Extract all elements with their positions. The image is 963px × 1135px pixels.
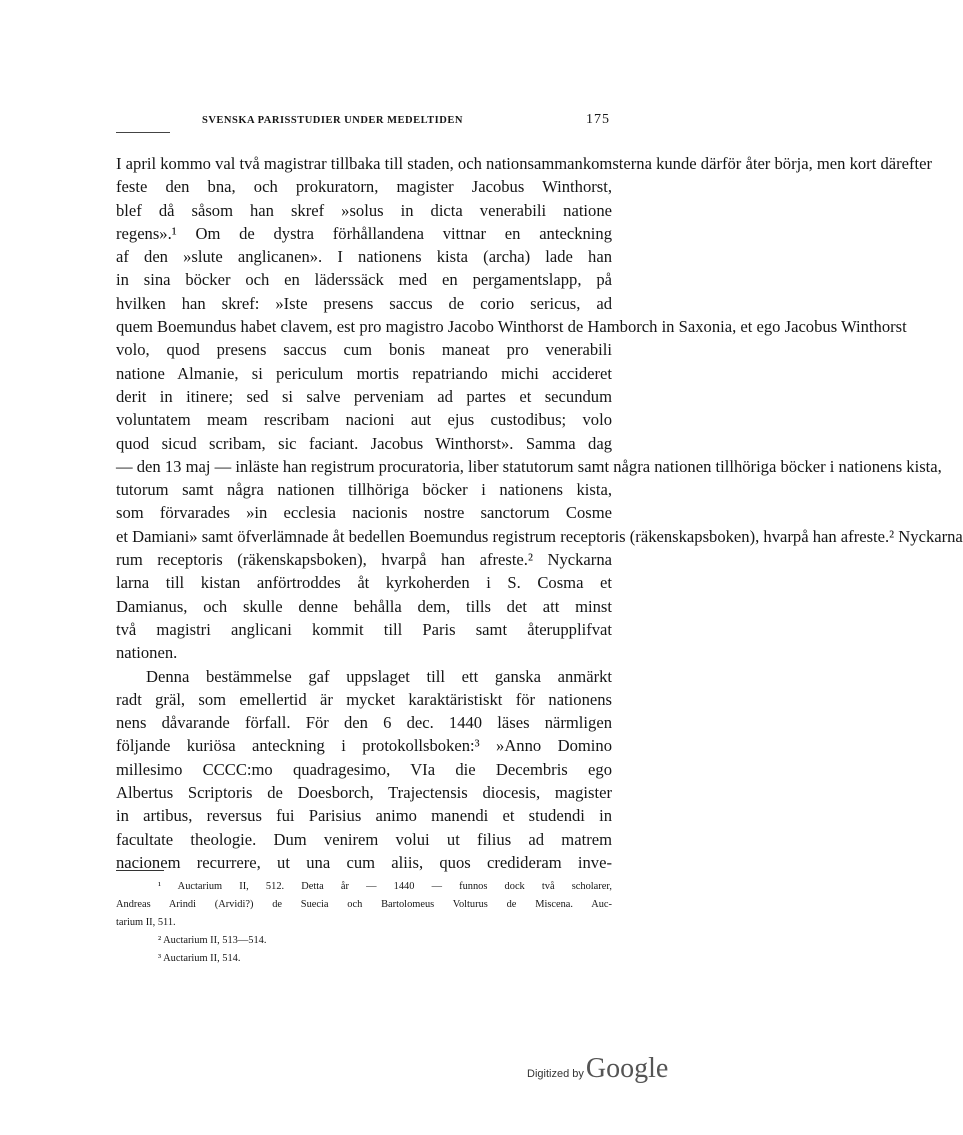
- body-line: — den 13 maj — inläste han registrum procuratoria, liber statutorum samt några nationen tillhöriga böcker i nationens kista,: [116, 456, 942, 476]
- footnote-line: Andreas Arindi (Arvidi?) de Suecia och Bartolomeus Volturus de Miscena. Auc-: [116, 899, 612, 910]
- page-number: 175: [586, 112, 610, 127]
- footnote-line: tarium II, 511.: [116, 917, 176, 928]
- watermark-label: Digitized by: [527, 1068, 584, 1080]
- body-line: Damianus, och skulle denne behålla dem, tills det att minst: [116, 596, 612, 616]
- running-head: SVENSKA PARISSTUDIER UNDER MEDELTIDEN: [202, 115, 463, 126]
- body-text: [116, 152, 963, 874]
- body-line: facultate theologie. Dum venirem volui ut filius ad matrem: [116, 829, 612, 849]
- body-line: följande kuriösa anteckning i protokollsboken:³ »Anno Domino: [116, 736, 612, 756]
- body-line: feste den bna, och prokuratorn, magister Jacobus Winthorst,: [116, 177, 612, 197]
- footnote-rule: [116, 870, 164, 871]
- body-line: in artibus, reversus fui Parisius animo manendi et studendi in: [116, 806, 612, 826]
- body-line: millesimo CCCC:mo quadragesimo, VIa die Decembris ego: [116, 759, 612, 779]
- body-line: nationen.: [116, 643, 178, 663]
- body-line: radt gräl, som emellertid är mycket karaktäristiskt för nationens: [116, 689, 612, 709]
- body-line: et Damiani» samt öfverlämnade åt bedellen Boemundus registrum receptoris (räkenskapsboken), hvarpå han afreste.² Nyckarna: [116, 526, 963, 546]
- header-rule: [116, 132, 170, 133]
- footnote-line: ³ Auctarium II, 514.: [158, 953, 241, 964]
- body-line: voluntatem meam rescribam nacioni aut ejus custodibus; volo: [116, 410, 612, 430]
- body-line: hvilken han skref: »Iste presens saccus de corio sericus, ad: [116, 293, 612, 313]
- footnote-line: ² Auctarium II, 513—514.: [158, 935, 267, 946]
- body-line: som förvarades »in ecclesia nacionis nostre sanctorum Cosme: [116, 503, 612, 523]
- body-line: Albertus Scriptoris de Doesborch, Trajectensis diocesis, magister: [116, 783, 612, 803]
- google-watermark: [527, 1053, 668, 1085]
- body-line: derit in itinere; sed si salve perveniam ad partes et secundum: [116, 386, 612, 406]
- google-logo: Google: [585, 1053, 669, 1084]
- body-line: in sina böcker och en läderssäck med en pergamentslapp, på: [116, 270, 612, 290]
- body-line: larna till kistan anförtroddes åt kyrkoherden i S. Cosma et: [116, 573, 612, 593]
- footnote-line: ¹ Auctarium II, 512. Detta år — 1440 — funnos dock två scholarer,: [158, 881, 612, 892]
- footnotes: [116, 878, 612, 968]
- body-line: Denna bestämmelse gaf uppslaget till ett ganska anmärkt: [146, 666, 612, 686]
- body-line: tutorum samt några nationen tillhöriga böcker i nationens kista,: [116, 480, 612, 500]
- body-line: blef då såsom han skref »solus in dicta venerabili natione: [116, 200, 612, 220]
- body-line: volo, quod presens saccus cum bonis maneat pro venerabili: [116, 340, 612, 360]
- body-line: nacionem recurrere, ut una cum aliis, quos credideram inve-: [116, 852, 612, 872]
- body-line: rum receptoris (räkenskapsboken), hvarpå han afreste.² Nyckarna: [116, 550, 612, 570]
- page-header: [116, 112, 612, 130]
- body-line: af den »slute anglicanen». I nationens kista (archa) lade han: [116, 247, 612, 267]
- body-line: två magistri anglicani kommit till Paris samt återupplifvat: [116, 619, 612, 639]
- body-line: nens dåvarande förfall. För den 6 dec. 1440 läses närmligen: [116, 713, 612, 733]
- body-line: regens».¹ Om de dystra förhållandena vittnar en anteckning: [116, 223, 612, 243]
- body-line: natione Almanie, si periculum mortis repatriando michi accideret: [116, 363, 612, 383]
- body-line: I april kommo val två magistrar tillbaka till staden, och nationsammankomsterna kunde därför åter börja, men kort därefter: [116, 154, 933, 173]
- body-line: quem Boemundus habet clavem, est pro magistro Jacobo Winthorst de Hamborch in Saxonia, et ego Jacobus Winthorst: [116, 317, 907, 337]
- body-line: quod sicud scribam, sic faciant. Jacobus Winthorst». Samma dag: [116, 433, 612, 453]
